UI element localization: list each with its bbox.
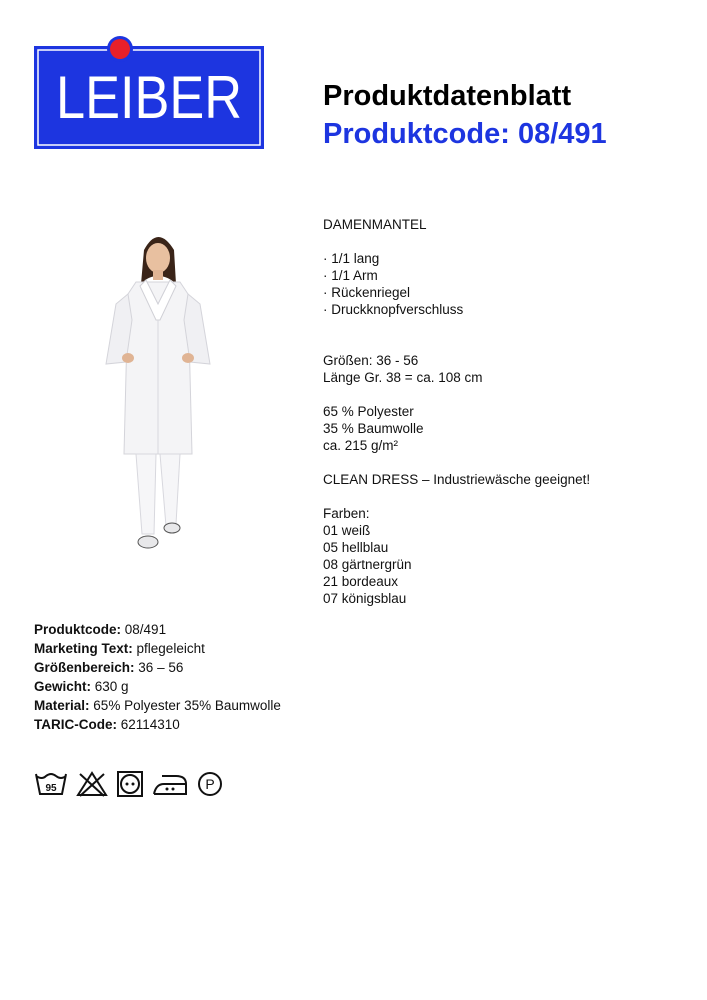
spec-label: Produktcode: xyxy=(34,622,122,637)
material-line: 35 % Baumwolle xyxy=(323,421,424,436)
color-item: 08 gärtnergrün xyxy=(323,557,412,572)
material-line: ca. 215 g/m² xyxy=(323,438,399,453)
svg-text:P: P xyxy=(205,776,215,792)
page-title: Produktdatenblatt xyxy=(323,80,572,112)
spec-row xyxy=(34,696,281,715)
logo-text: LEIBER xyxy=(56,64,242,131)
product-photo xyxy=(96,224,220,564)
spec-list xyxy=(34,620,281,734)
sizes-text: Größen: 36 - 56 xyxy=(323,353,419,368)
feature-item: · 1/1 Arm xyxy=(323,268,378,283)
spec-value: 36 – 56 xyxy=(138,660,184,675)
tumble-dry-icon xyxy=(116,770,144,803)
spec-label: Größenbereich: xyxy=(34,660,135,675)
spec-row xyxy=(34,658,281,677)
feature-item: · Rückenriegel xyxy=(323,285,411,300)
spec-value: 08/491 xyxy=(124,622,167,637)
spec-row xyxy=(34,715,281,734)
svg-text:95: 95 xyxy=(45,783,57,794)
product-code-heading: Produktcode: 08/491 xyxy=(323,118,607,150)
color-item: 01 weiß xyxy=(323,523,371,538)
clean-dress-text: CLEAN DRESS – Industriewäsche geeignet! xyxy=(323,472,591,487)
spec-value: 65% Polyester 35% Baumwolle xyxy=(93,698,281,713)
spec-value: 62114310 xyxy=(120,717,180,732)
material-line: 65 % Polyester xyxy=(323,404,414,419)
spec-value: 630 g xyxy=(94,679,129,694)
professional-cleaning-p-icon xyxy=(196,770,224,803)
color-item: 05 hellblau xyxy=(323,540,389,555)
spec-row xyxy=(34,677,281,696)
leiber-logo xyxy=(34,36,264,149)
product-name: DAMENMANTEL xyxy=(323,217,427,232)
spec-row xyxy=(34,620,281,639)
feature-item: · Druckknopfverschluss xyxy=(323,302,464,317)
product-description xyxy=(323,216,693,607)
care-symbols xyxy=(34,770,224,803)
spec-row xyxy=(34,639,281,658)
spec-value: pflegeleicht xyxy=(136,641,205,656)
length-text: Länge Gr. 38 = ca. 108 cm xyxy=(323,370,483,385)
color-item: 07 königsblau xyxy=(323,591,407,606)
feature-item: · 1/1 lang xyxy=(323,251,380,266)
iron-medium-icon xyxy=(152,770,188,803)
spec-label: Gewicht: xyxy=(34,679,92,694)
colors-label: Farben: xyxy=(323,506,370,521)
color-item: 21 bordeaux xyxy=(323,574,399,589)
no-bleach-icon xyxy=(76,770,108,803)
spec-label: Marketing Text: xyxy=(34,641,133,656)
wash-95-icon xyxy=(34,770,68,803)
spec-label: Material: xyxy=(34,698,90,713)
spec-label: TARIC-Code: xyxy=(34,717,117,732)
